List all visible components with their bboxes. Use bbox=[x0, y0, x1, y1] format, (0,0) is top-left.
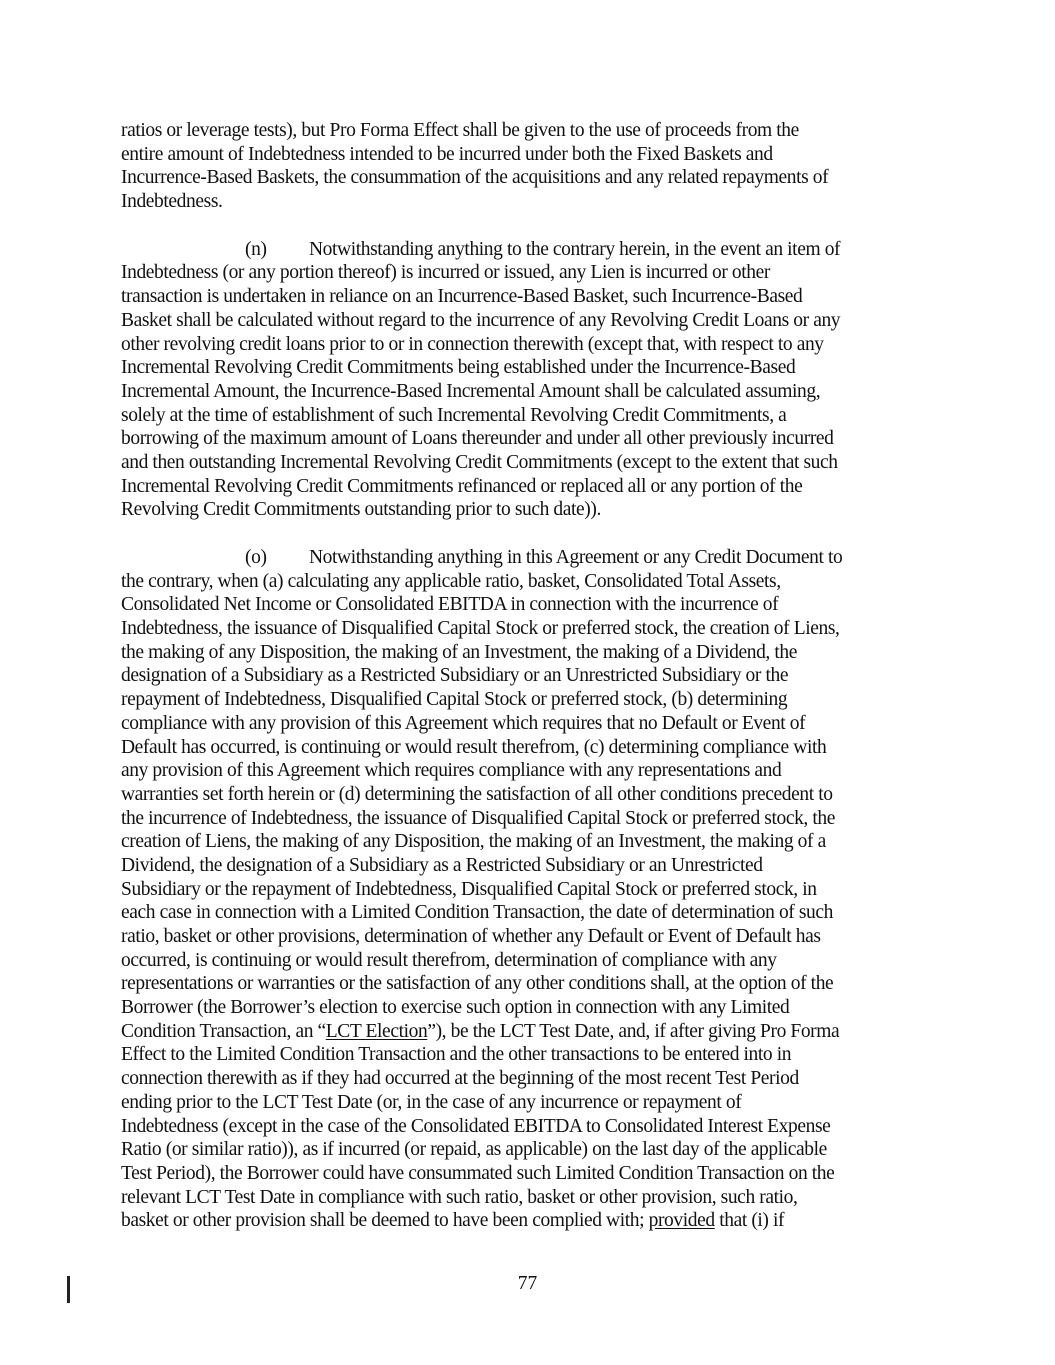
text-segment: representations or warranties or the satisfaction of any other conditions shall, at the option of the bbox=[121, 973, 834, 995]
text-line bbox=[121, 949, 941, 973]
text-line bbox=[121, 475, 941, 499]
text-line bbox=[121, 996, 941, 1020]
text-line bbox=[121, 546, 941, 570]
paragraph bbox=[121, 119, 941, 214]
text-segment: designation of a Subsidiary as a Restricted Subsidiary or an Unrestricted Subsidiary or the bbox=[121, 665, 789, 687]
text-segment: Ratio (or similar ratio)), as if incurred (or repaid, as applicable) on the last day of the applicable bbox=[121, 1139, 827, 1161]
text-segment: Revolving Credit Commitments outstanding prior to such date)). bbox=[121, 499, 601, 521]
text-segment: warranties set forth herein or (d) determining the satisfaction of all other conditions precedent to bbox=[121, 783, 833, 805]
text-line bbox=[121, 1067, 941, 1091]
text-segment: Condition Transaction, an “ bbox=[121, 1020, 326, 1042]
text-segment: repayment of Indebtedness, Disqualified Capital Stock or preferred stock, (b) determining bbox=[121, 689, 788, 711]
text-segment: any provision of this Agreement which requires compliance with any representations and bbox=[121, 760, 782, 782]
text-line bbox=[121, 427, 941, 451]
text-segment: Subsidiary or the repayment of Indebtedness, Disqualified Capital Stock or preferred stock, in bbox=[121, 878, 817, 900]
text-segment: ”), be the LCT Test Date, and, if after giving Pro Forma bbox=[427, 1020, 840, 1042]
text-segment: Effect to the Limited Condition Transaction and the other transactions to be entered into in bbox=[121, 1044, 792, 1066]
text-segment: Indebtedness (or any portion thereof) is incurred or issued, any Lien is incurred or other bbox=[121, 262, 770, 284]
text-line bbox=[121, 1138, 941, 1162]
text-line bbox=[121, 1209, 941, 1233]
text-segment: Incurrence-Based Baskets, the consummation of the acquisitions and any related repayments of bbox=[121, 167, 829, 189]
text-line bbox=[121, 736, 941, 760]
text-segment: that (i) if bbox=[714, 1210, 785, 1232]
text-line bbox=[121, 238, 941, 262]
text-line bbox=[121, 617, 941, 641]
text-segment: Default has occurred, is continuing or would result therefrom, (c) determining compliance with bbox=[121, 736, 827, 758]
text-line bbox=[121, 1186, 941, 1210]
text-segment: occurred, is continuing or would result therefrom, determination of compliance with any bbox=[121, 949, 777, 971]
text-line bbox=[121, 333, 941, 357]
text-segment: borrowing of the maximum amount of Loans thereunder and under all other previously incurred bbox=[121, 428, 834, 450]
text-segment: Indebtedness. bbox=[121, 191, 223, 213]
text-line bbox=[121, 1115, 941, 1139]
text-line bbox=[121, 356, 941, 380]
text-line bbox=[121, 972, 941, 996]
text-segment: Test Period), the Borrower could have consummated such Limited Condition Transaction on the bbox=[121, 1162, 835, 1184]
text-line bbox=[121, 498, 941, 522]
text-segment: transaction is undertaken in reliance on an Incurrence-Based Basket, such Incurrence-Based bbox=[121, 286, 803, 308]
underlined-term: LCT Election bbox=[325, 1020, 428, 1042]
text-line bbox=[121, 1162, 941, 1186]
text-line bbox=[121, 190, 941, 214]
text-segment: relevant LCT Test Date in compliance with such ratio, basket or other provision, such ratio, bbox=[121, 1186, 798, 1208]
text-segment: Notwithstanding anything to the contrary herein, in the event an item of bbox=[309, 238, 841, 260]
text-line bbox=[121, 166, 941, 190]
text-line bbox=[121, 901, 941, 925]
text-line bbox=[121, 830, 941, 854]
text-line bbox=[121, 285, 941, 309]
text-line bbox=[121, 641, 941, 665]
text-line bbox=[121, 451, 941, 475]
text-segment: Borrower (the Borrower’s election to exercise such option in connection with any Limited bbox=[121, 997, 790, 1019]
text-segment: Indebtedness, the issuance of Disqualified Capital Stock or preferred stock, the creation of Liens, bbox=[121, 618, 840, 640]
text-line bbox=[121, 593, 941, 617]
underlined-term: provided bbox=[648, 1210, 715, 1232]
text-line bbox=[121, 759, 941, 783]
text-segment: Incremental Revolving Credit Commitments refinanced or replaced all or any portion of the bbox=[121, 475, 803, 497]
text-segment: and then outstanding Incremental Revolving Credit Commitments (except to the extent that such bbox=[121, 451, 838, 473]
text-segment: Notwithstanding anything in this Agreement or any Credit Document to bbox=[309, 547, 843, 568]
text-line bbox=[121, 143, 941, 167]
text-segment: other revolving credit loans prior to or in connection therewith (except that, with respect to any bbox=[121, 333, 824, 355]
text-line bbox=[121, 404, 941, 428]
paragraph bbox=[121, 238, 941, 522]
page-number: 77 bbox=[517, 1273, 538, 1294]
text-line bbox=[121, 380, 941, 404]
text-segment: ratio, basket or other provisions, determination of whether any Default or Event of Default has bbox=[121, 926, 821, 947]
text-line bbox=[121, 664, 941, 688]
text-line bbox=[121, 878, 941, 902]
text-line bbox=[121, 854, 941, 878]
text-segment: connection therewith as if they had occurred at the beginning of the most recent Test Period bbox=[121, 1068, 799, 1090]
page-body bbox=[121, 119, 941, 1233]
text-line bbox=[121, 688, 941, 712]
text-line bbox=[121, 807, 941, 831]
text-line bbox=[121, 783, 941, 807]
text-segment: Basket shall be calculated without regard to the incurrence of any Revolving Credit Loans or any bbox=[121, 309, 841, 331]
text-segment: Incremental Revolving Credit Commitments being established under the Incurrence-Based bbox=[121, 357, 796, 379]
text-line bbox=[121, 261, 941, 285]
text-line bbox=[121, 309, 941, 333]
text-segment: entire amount of Indebtedness intended to be incurred under both the Fixed Baskets and bbox=[121, 143, 773, 165]
text-segment: the contrary, when (a) calculating any applicable ratio, basket, Consolidated Total Assets, bbox=[121, 570, 781, 592]
text-segment: the incurrence of Indebtedness, the issuance of Disqualified Capital Stock or preferred stock, the bbox=[121, 807, 835, 829]
text-line bbox=[121, 712, 941, 736]
text-segment: Consolidated Net Income or Consolidated EBITDA in connection with the incurrence of bbox=[121, 594, 779, 616]
text-line bbox=[121, 1020, 941, 1044]
text-segment: ending prior to the LCT Test Date (or, in the case of any incurrence or repayment of bbox=[121, 1091, 742, 1113]
text-segment: Indebtedness (except in the case of the Consolidated EBITDA to Consolidated Interest Expense bbox=[121, 1115, 831, 1137]
text-line bbox=[121, 925, 941, 949]
text-segment: solely at the time of establishment of such Incremental Revolving Credit Commitments, a bbox=[121, 404, 787, 426]
text-segment: Incremental Amount, the Incurrence-Based Incremental Amount shall be calculated assuming, bbox=[121, 380, 821, 402]
page-footer bbox=[0, 1272, 1055, 1296]
paragraph bbox=[121, 546, 941, 1233]
text-segment: each case in connection with a Limited Condition Transaction, the date of determination of such bbox=[121, 902, 834, 924]
text-segment: ratios or leverage tests), but Pro Forma Effect shall be given to the use of proceeds from the bbox=[121, 120, 799, 141]
text-segment: creation of Liens, the making of any Disposition, the making of an Investment, the making of a bbox=[121, 831, 826, 853]
paragraph-label: (o) bbox=[245, 547, 267, 568]
text-line bbox=[121, 119, 941, 143]
text-segment: compliance with any provision of this Agreement which requires that no Default or Event of bbox=[121, 712, 806, 734]
text-segment: Dividend, the designation of a Subsidiary as a Restricted Subsidiary or an Unrestricted bbox=[121, 854, 763, 876]
paragraph-label: (n) bbox=[245, 238, 267, 260]
text-line bbox=[121, 1043, 941, 1067]
text-segment: the making of any Disposition, the making of an Investment, the making of a Dividend, the bbox=[121, 641, 798, 663]
text-segment: basket or other provision shall be deemed to have been complied with; bbox=[121, 1210, 649, 1232]
text-line bbox=[121, 1091, 941, 1115]
text-line bbox=[121, 570, 941, 594]
